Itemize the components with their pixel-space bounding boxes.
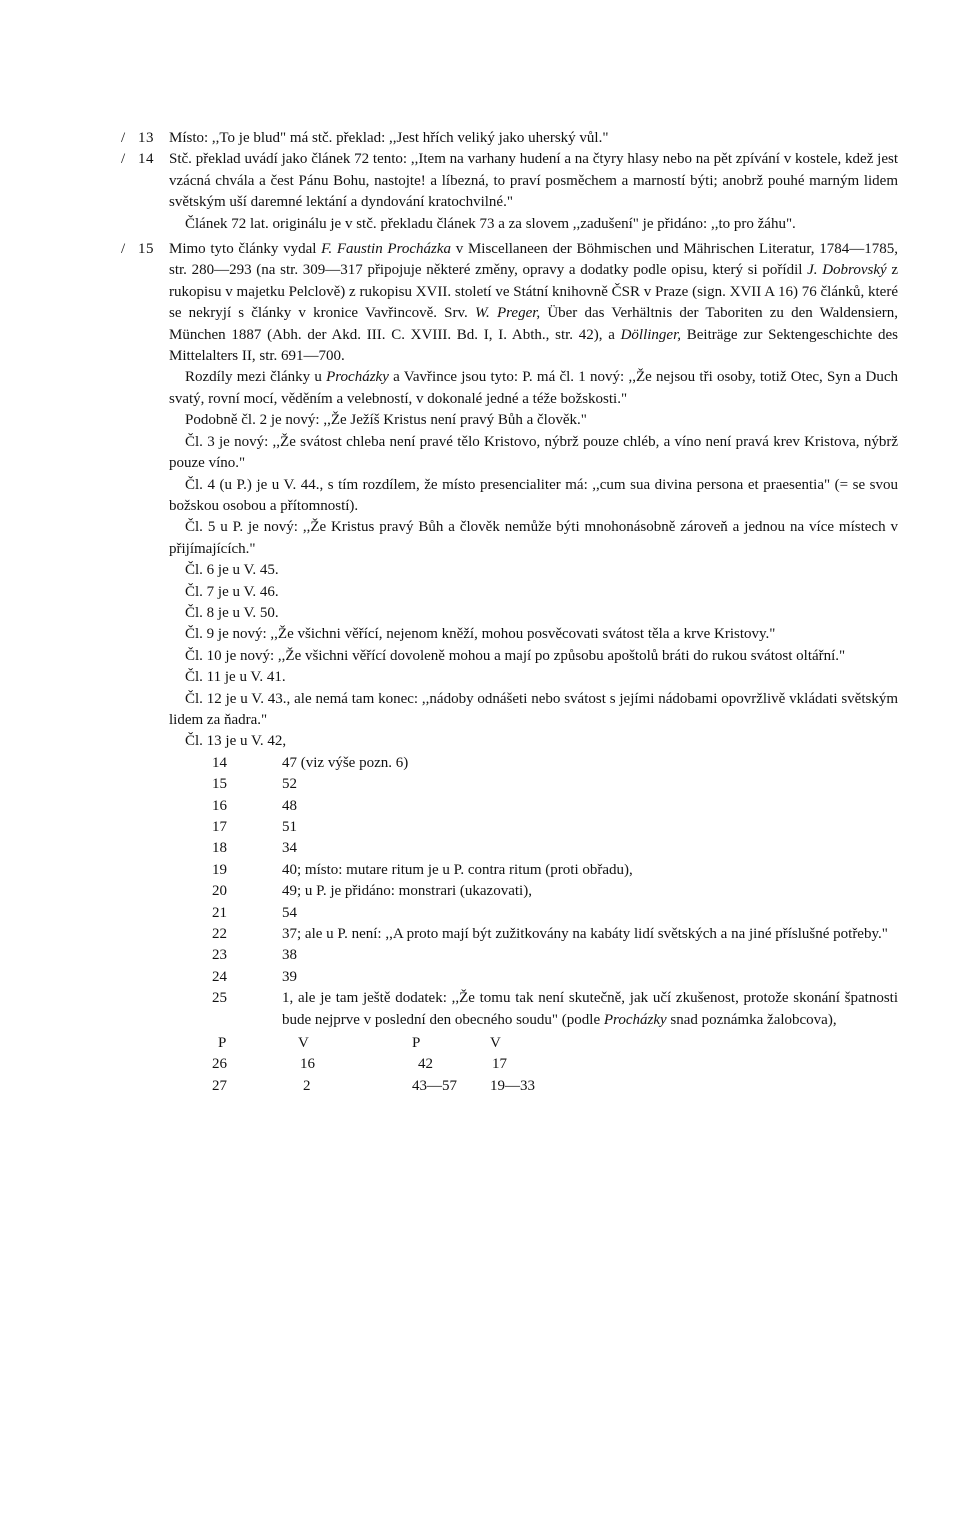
note-14: [0, 149, 960, 235]
note-line: Čl. 4 (u P.) je u V. 44., s tím rozdílem, že místo presencialiter má: ,,cum sua divina persona et praesentia" (= se svou božskou osobou a přítomností).: [169, 476, 898, 514]
note-text: [169, 149, 898, 235]
note-line: Čl. 8 je u V. 50.: [185, 604, 279, 621]
table-row: 20 49; u P. je přidáno: monstrari (ukazovati),: [212, 883, 532, 900]
comparison-table: [169, 753, 898, 1031]
note-line: Čl. 12 je u V. 43., ale nemá tam konec: ,,nádoby odnášeti nebo svátost s jejími nádobami opovržlivě vkládati světským lidem za ňadra.": [169, 690, 898, 728]
note-line: Podobně čl. 2 je nový: ,,Že Ježíš Kristus není pravý Bůh a člověk.": [185, 412, 587, 429]
note-number: 15: [138, 241, 154, 258]
note-15: [0, 239, 960, 1097]
note-paragraph: Stč. překlad uvádí jako článek 72 tento: ,,Item na varhany hudení a na čtyry hlasy nebo na pět zpívání v kostele, kdež jest vzácná chvála a čest Pánu Bohu, nastojte! a líbezná, to praví posměchem a marností býti; anobrž pouhé marným lidem světským uší daremné lektání a dyndování kratochvilné.": [169, 151, 898, 211]
note-text: [169, 128, 898, 149]
note-line: Čl. 6 je u V. 45.: [185, 562, 279, 579]
table-row: 21 54: [212, 904, 297, 921]
table-row: 23 38: [212, 947, 297, 964]
table-row: 24 39: [212, 968, 297, 985]
note-13: [0, 128, 960, 149]
table-row: 15 52: [212, 776, 297, 793]
table-row: 27 2 43—57 19—33: [212, 1077, 535, 1094]
note-slash: /: [121, 151, 126, 168]
table-row: 16 48: [212, 797, 297, 814]
note-slash: /: [121, 130, 126, 146]
note-line: Čl. 10 je nový: ,,Že všichni věřící dovoleně mohou a mají po způsobu apoštolů bráti do rukou svátost oltářní.": [185, 647, 846, 664]
note-line: Čl. 11 je u V. 41.: [185, 669, 286, 686]
table-row: 18 34: [212, 840, 297, 857]
note-line: Čl. 13 je u V. 42,: [185, 733, 287, 750]
note-paragraph: Místo: ,,To je blud" má stč. překlad: ,,Jest hřích veliký jako uherský vůl.": [169, 130, 609, 146]
table-row: 19 40; místo: mutare ritum je u P. contra ritum (proti obřadu),: [212, 861, 633, 878]
document-page: [0, 128, 960, 1097]
table-row: 17 51: [212, 819, 297, 835]
table-row: 22 37; ale u P. není: ,,A proto mají být zužitkovány na kabáty lidí světských a na jiné příslušné potřeby.": [212, 926, 888, 943]
note-paragraph: Článek 72 lat. originálu je v stč. překladu článek 73 a za slovem ,,zadušení" je přidáno: ,,to pro žáhu".: [185, 215, 796, 232]
note-number: 13: [138, 130, 154, 146]
table-row: 25 1, ale je tam ještě dodatek: ,,Že tomu tak není skutečně, jak učí zkušenost, protože skonání špatnosti bude nejprve v poslední den obecného soudu" (podle Procházky snad poznámka žalobcova),: [212, 990, 898, 1028]
note-line: Čl. 9 je nový: ,,Že všichni věřící, nejenom kněží, mohou posvěcovati svátost těla a krve Kristovy.": [185, 626, 776, 643]
note-number: 14: [138, 151, 154, 168]
note-paragraph: Rozdíly mezi články u Procházky a Vavřince jsou tyto: P. má čl. 1 nový: ,,Že nejsou tři osoby, totiž Otec, Syn a Duch svatý, rovní mocí, věděním a velebností, v dokonalé jedné a téže božskosti.": [169, 369, 898, 407]
note-text: [169, 239, 898, 1097]
table-row: 14 47 (viz výše pozn. 6): [212, 754, 409, 771]
note-slash: /: [121, 241, 126, 258]
note-line: Čl. 3 je nový: ,,Že svátost chleba není pravé tělo Kristovo, nýbrž pouze chléb, a víno není pravá krev Kristova, nýbrž pouze víno.": [169, 433, 898, 472]
table-row: 26 16 42 17: [212, 1056, 507, 1073]
note-line: Čl. 7 je u V. 46.: [185, 583, 279, 600]
pv-table: [169, 1033, 535, 1097]
note-paragraph: Mimo tyto články vydal F. Faustin Procházka v Miscellaneen der Böhmischen und Mährischen Literatur, 1784—1785, str. 280—293 (na str. 309—317 připojuje některé změny, opravy a dodatky podle opisu, který si pořídil J. Dobrovský z rukopisu v majetku Pelclově) z rukopisu XVII. století ve Státní knihovně ČSR v Praze (sign. XVII A 16) 76 článků, které se nekryjí s články v kronice Vavřincově. Srv. W. Preger, Über das Verhältnis der Taboriten zu den Waldensiern, München 1887 (Abh. der Akd. III. C. XVIII. Bd. I, I. Abth., str. 42), a Döllinger, Beiträge zur Sektengeschichte des Mittelalters II, str. 691—700.: [169, 241, 898, 365]
note-line: Čl. 5 u P. je nový: ,,Že Kristus pravý Bůh a člověk nemůže býti mnohonásobně zároveň a jednou na více místech v přijímajících.": [169, 519, 898, 557]
pv-header-row: P V P V: [218, 1035, 501, 1052]
